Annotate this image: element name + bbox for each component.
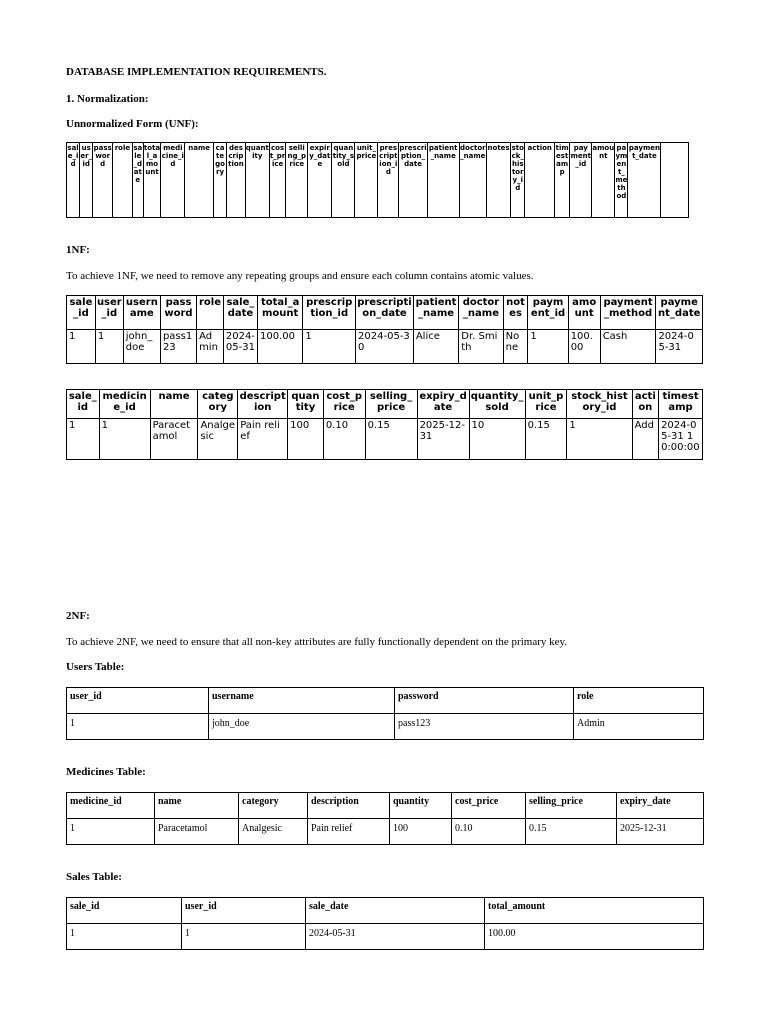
table-cell: 1 — [67, 714, 209, 740]
medicines-table — [66, 792, 704, 845]
column-header: action — [632, 390, 658, 419]
unf-cell: category — [213, 143, 226, 218]
column-header: selling_price — [526, 793, 617, 819]
column-header: password — [160, 296, 196, 330]
table-row — [67, 330, 703, 364]
column-header: user_id — [67, 688, 209, 714]
table-cell: 2024-05-30 — [356, 330, 414, 364]
table-cell: 2024-05-31 10:00:00 — [659, 418, 703, 459]
column-header: description — [238, 390, 288, 419]
unf-cell: prescription_id — [378, 143, 399, 218]
column-header: prescription_id — [303, 296, 356, 330]
column-header: doctor_name — [459, 296, 503, 330]
column-header: category — [239, 793, 308, 819]
column-header: cost_price — [323, 390, 365, 419]
table-row — [67, 924, 704, 950]
table-cell: 1 — [303, 330, 356, 364]
column-header: role — [574, 688, 704, 714]
column-header: quantity — [390, 793, 452, 819]
column-header: password — [395, 688, 574, 714]
unf-cell: description — [227, 143, 246, 218]
column-header: sale_id — [67, 390, 100, 419]
table-cell: 1 — [182, 924, 306, 950]
unf-cell: role — [113, 143, 133, 218]
table-cell: 2024-05-31 — [306, 924, 485, 950]
unf-table — [66, 142, 689, 218]
table-cell: 100 — [390, 819, 452, 845]
sales-table — [66, 897, 704, 950]
table-cell: john_doe — [123, 330, 160, 364]
table-cell: Paracetamol — [155, 819, 239, 845]
column-header: notes — [503, 296, 528, 330]
column-header: sale_id — [67, 296, 96, 330]
table-cell: 2024-05-31 — [656, 330, 703, 364]
unf-header-row — [67, 143, 689, 218]
column-header: username — [123, 296, 160, 330]
table-cell: 1 — [99, 418, 150, 459]
table-cell: 100 — [288, 418, 324, 459]
table-cell: Cash — [600, 330, 656, 364]
sales-table-title: Sales Table: — [66, 871, 122, 883]
nf2-text: To achieve 2NF, we need to ensure that all non-key attributes are fully functionally dependent on the primary key. — [66, 636, 568, 648]
unf-cell: payment_id — [570, 143, 592, 218]
column-header: medicine_id — [99, 390, 150, 419]
section-normalization: 1. Normalization: — [66, 93, 149, 105]
unf-cell: selling_price — [286, 143, 308, 218]
users-table-title: Users Table: — [66, 661, 125, 673]
users-table — [66, 687, 704, 740]
column-header: expiry_date — [417, 390, 469, 419]
column-header: user_id — [95, 296, 123, 330]
column-header: amount — [568, 296, 600, 330]
table-cell: None — [503, 330, 528, 364]
table-cell: Add — [632, 418, 658, 459]
column-header: stock_history_id — [567, 390, 632, 419]
column-header: payment_date — [656, 296, 703, 330]
table-cell: Admin — [574, 714, 704, 740]
column-header: quantity — [288, 390, 324, 419]
table-cell: 1 — [67, 924, 182, 950]
table-cell: 1 — [67, 819, 155, 845]
unf-cell: action — [525, 143, 555, 218]
table-cell: 1 — [567, 418, 632, 459]
unf-title: Unnormalized Form (UNF): — [66, 118, 199, 130]
unf-cell: payment_date — [628, 143, 661, 218]
nf2-title: 2NF: — [66, 610, 90, 622]
column-header: name — [155, 793, 239, 819]
column-header: medicine_id — [67, 793, 155, 819]
table-cell: Pain relief — [308, 819, 390, 845]
unf-cell: cost_price — [269, 143, 285, 218]
table-cell: 1 — [95, 330, 123, 364]
nf1-table-medicines-header — [67, 390, 703, 419]
table-cell: Paracetamol — [150, 418, 198, 459]
unf-cell: amount — [592, 143, 615, 218]
unf-cell: doctor_name — [459, 143, 486, 218]
unf-cell: payment_method — [615, 143, 628, 218]
column-header: sale_id — [67, 898, 182, 924]
table-cell: 0.15 — [525, 418, 567, 459]
column-header: selling_price — [365, 390, 417, 419]
document-heading: DATABASE IMPLEMENTATION REQUIREMENTS. — [66, 66, 327, 78]
table-cell: Alice — [413, 330, 458, 364]
table-cell: 100.00 — [257, 330, 302, 364]
table-cell: Admin — [197, 330, 224, 364]
sales-table-header — [67, 898, 704, 924]
column-header: timestamp — [659, 390, 703, 419]
table-row — [67, 819, 704, 845]
table-cell: 0.10 — [323, 418, 365, 459]
unf-cell: password — [93, 143, 113, 218]
column-header: role — [197, 296, 224, 330]
unf-cell: total_amount — [143, 143, 161, 218]
column-header: sale_date — [306, 898, 485, 924]
column-header: payment_method — [600, 296, 656, 330]
unf-cell: patient_name — [427, 143, 459, 218]
table-cell: 2025-12-31 — [617, 819, 704, 845]
table-cell: 2024-05-31 — [223, 330, 257, 364]
table-cell: 100.00 — [568, 330, 600, 364]
table-row — [67, 714, 704, 740]
column-header: unit_price — [525, 390, 567, 419]
table-cell: 0.10 — [452, 819, 526, 845]
medicines-table-title: Medicines Table: — [66, 766, 146, 778]
column-header: description — [308, 793, 390, 819]
column-header: name — [150, 390, 198, 419]
table-cell: 1 — [67, 418, 100, 459]
column-header: total_amount — [257, 296, 302, 330]
unf-cell: user_id — [80, 143, 93, 218]
table-cell: Dr. Smith — [459, 330, 503, 364]
table-cell: Analgesic — [239, 819, 308, 845]
column-header: user_id — [182, 898, 306, 924]
nf1-text: To achieve 1NF, we need to remove any repeating groups and ensure each column contains atomic values. — [66, 270, 534, 282]
unf-cell: quantity — [245, 143, 269, 218]
nf1-table-sales — [66, 295, 703, 364]
table-row — [67, 418, 703, 459]
nf1-title: 1NF: — [66, 244, 90, 256]
unf-cell: sale_date — [132, 143, 143, 218]
unf-cell: expiry_date — [308, 143, 332, 218]
table-cell: 0.15 — [365, 418, 417, 459]
table-cell: 1 — [528, 330, 568, 364]
table-cell: pass123 — [395, 714, 574, 740]
nf1-table-sales-header — [67, 296, 703, 330]
column-header: prescription_date — [356, 296, 414, 330]
unf-cell: prescription_date — [399, 143, 428, 218]
column-header: total_amount — [485, 898, 704, 924]
column-header: expiry_date — [617, 793, 704, 819]
column-header: username — [209, 688, 395, 714]
table-cell: Pain relief — [238, 418, 288, 459]
column-header: cost_price — [452, 793, 526, 819]
nf1-table-medicines — [66, 389, 703, 460]
table-cell: 2025-12-31 — [417, 418, 469, 459]
table-cell: 100.00 — [485, 924, 704, 950]
column-header: category — [198, 390, 238, 419]
unf-cell: notes — [487, 143, 511, 218]
table-cell: 10 — [469, 418, 525, 459]
medicines-table-header — [67, 793, 704, 819]
table-cell: pass123 — [160, 330, 196, 364]
column-header: payment_id — [528, 296, 568, 330]
table-cell: Analgesic — [198, 418, 238, 459]
unf-cell: unit_price — [355, 143, 378, 218]
column-header: patient_name — [413, 296, 458, 330]
unf-cell: name — [185, 143, 214, 218]
unf-cell: sale_id — [67, 143, 80, 218]
unf-cell: timestamp — [555, 143, 570, 218]
unf-cell: quantity_sold — [332, 143, 355, 218]
unf-cell: medicine_id — [161, 143, 185, 218]
unf-cell: stock_history_id — [511, 143, 525, 218]
column-header: sale_date — [223, 296, 257, 330]
column-header: quantity_sold — [469, 390, 525, 419]
table-cell: 1 — [67, 330, 96, 364]
table-cell: 0.15 — [526, 819, 617, 845]
unf-cell — [661, 143, 689, 218]
table-cell: john_doe — [209, 714, 395, 740]
users-table-header — [67, 688, 704, 714]
